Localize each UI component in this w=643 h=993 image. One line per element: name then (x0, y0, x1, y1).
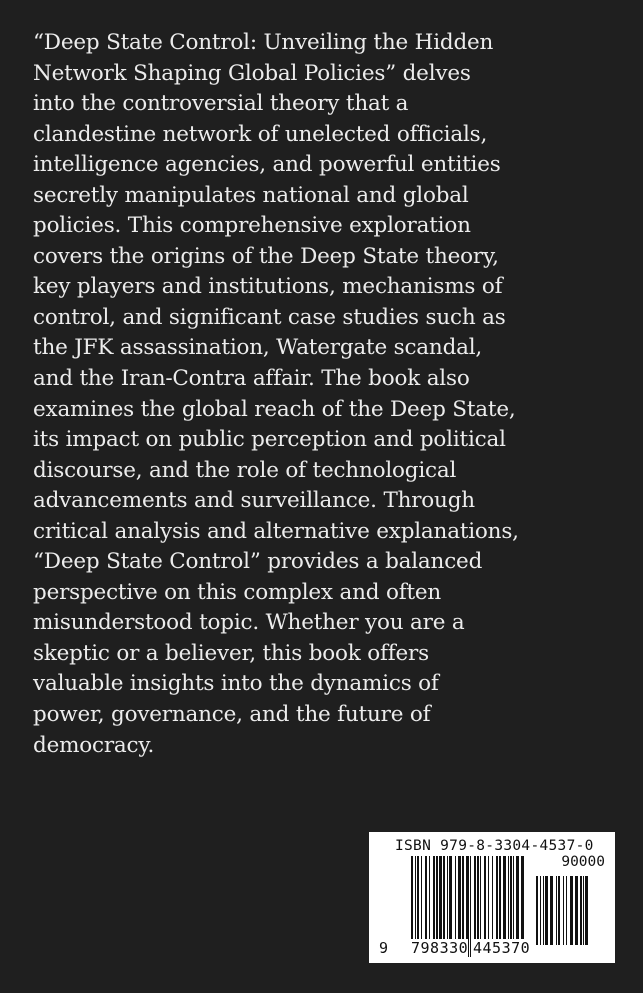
barcode-bar (556, 876, 557, 945)
blurb-line: intelligence agencies, and powerful entities (33, 152, 501, 178)
barcode-bar (585, 876, 588, 945)
blurb-line: advancements and surveillance. Through (33, 488, 475, 514)
blurb-line: skeptic or a believer, this book offers (33, 640, 429, 666)
blurb-line: into the controversial theory that a (33, 91, 409, 117)
blurb-line: discourse, and the role of technological (33, 457, 457, 483)
blurb-line: misunderstood topic. Whether you are a (33, 610, 465, 636)
back-cover-blurb (33, 28, 633, 761)
blurb-line: key players and institutions, mechanisms of (33, 274, 503, 300)
blurb-line: Network Shaping Global Policies” delves (33, 60, 471, 86)
barcode-bar (540, 876, 541, 945)
blurb-line: the JFK assassination, Watergate scandal, (33, 335, 483, 361)
blurb-line: examines the global reach of the Deep State, (33, 396, 516, 422)
barcode-bar (545, 876, 548, 945)
price-addon: 90000 (561, 854, 605, 870)
barcode-bar (536, 876, 538, 945)
isbn-barcode (369, 832, 615, 963)
barcode-bar (543, 876, 544, 945)
blurb-line: “Deep State Control: Unveiling the Hidden (33, 30, 494, 55)
blurb-line: democracy. (33, 732, 155, 758)
blurb-line: control, and significant case studies such as (33, 304, 506, 330)
barcode-bar (550, 876, 553, 945)
blurb-line: valuable insights into the dynamics of (33, 671, 439, 697)
blurb-line: power, governance, and the future of (33, 702, 431, 728)
barcode-bar (583, 876, 584, 945)
barcode-bar (575, 876, 578, 945)
barcode-bar (570, 876, 573, 945)
barcode-bar (558, 876, 560, 945)
barcode-bar (566, 876, 567, 945)
blurb-line: policies. This comprehensive exploration (33, 213, 471, 239)
barcode-digits-right: 445370 (473, 939, 531, 957)
blurb-line: and the Iran-Contra affair. The book also (33, 366, 470, 392)
blurb-line: “Deep State Control” provides a balanced (33, 549, 483, 575)
isbn-label: ISBN 979-8-3304-4537-0 (395, 838, 594, 854)
barcode-bar (470, 856, 471, 957)
blurb-line: critical analysis and alternative explanations, (33, 518, 519, 544)
blurb-line: perspective on this complex and often (33, 579, 442, 605)
barcode-digit-first: 9 (379, 939, 389, 957)
blurb-line: secretly manipulates national and global (33, 182, 469, 208)
barcode-bar (563, 876, 564, 945)
blurb-line: covers the origins of the Deep State theory, (33, 243, 499, 269)
blurb-line: its impact on public perception and political (33, 427, 506, 453)
barcode-bar (580, 876, 582, 945)
blurb-line: clandestine network of unelected officials, (33, 121, 488, 147)
barcode-digits-left: 798330 (411, 939, 469, 957)
